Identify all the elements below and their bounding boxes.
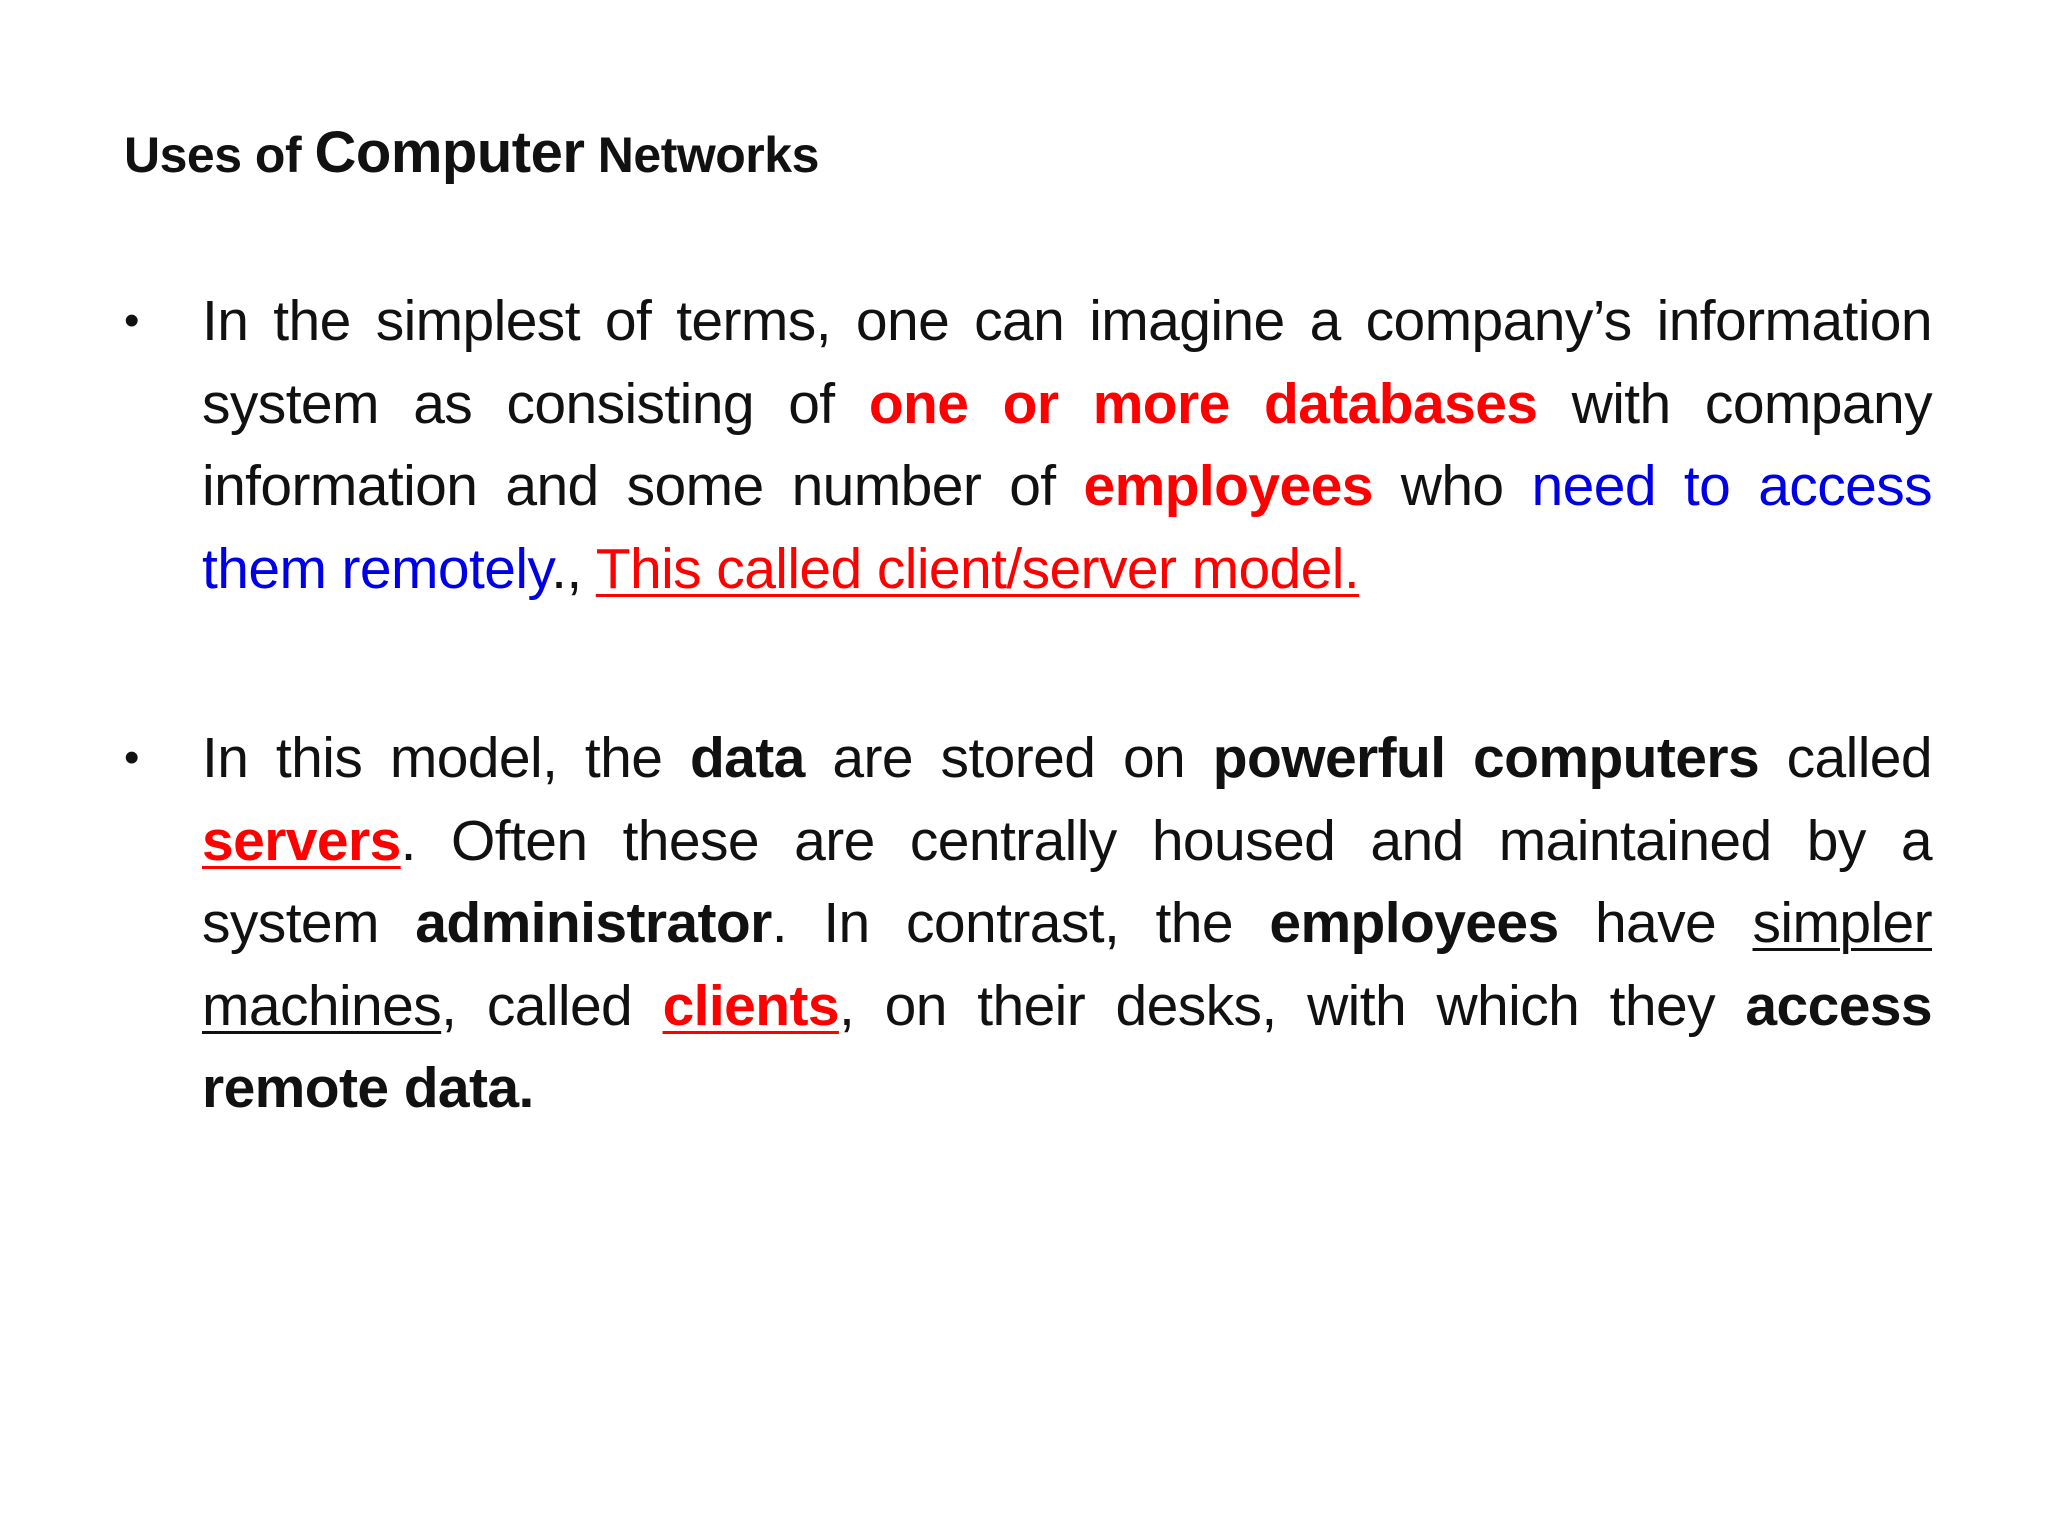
bullet-text: with company information and some number of [202,371,1933,518]
bullet-text: have [1558,891,1753,955]
slide-title [124,118,819,190]
emphasis-employees: employees [1083,454,1373,518]
bullet-dot-icon: • [124,733,139,782]
bullet-text: are stored on [804,726,1213,790]
title-part-uses-of: Uses of [124,127,315,183]
emphasis-data: data [689,726,805,790]
bullet-dot-icon: • [124,296,139,345]
bullet-list [124,280,1932,1130]
bullet-item-servers-clients [124,717,1932,1130]
emphasis-databases: one or more databases [868,371,1538,436]
bullet-text: ., [551,536,596,601]
emphasis-simpler-machines: simpler machines [202,891,1933,1038]
bullet-item-client-server [124,280,1932,610]
bullet-text: called [1759,726,1932,790]
bullet-text: . Often these are centrally housed and maintained by a system [202,808,1932,955]
bullet-text: , on their desks, with which they [838,973,1746,1038]
emphasis-employees: employees [1269,891,1559,955]
client-server-model-link: This called client/server model. [595,536,1360,601]
emphasis-administrator: administrator [415,891,772,955]
bullet-text: In the simplest of terms, one can imagine a company’s information system as consisting of [202,289,1932,436]
bullet-text: . In contrast, the [771,891,1270,955]
bullet-text: In this model, the [202,726,690,790]
bullet-text: , called [441,973,663,1038]
title-part-networks: Networks [584,127,819,183]
emphasis-servers: servers [202,808,401,873]
emphasis-access-remote-data: access remote data. [202,973,1932,1120]
title-part-computer: Computer [314,120,585,185]
emphasis-remote-access: need to access them remotely [202,454,1933,601]
emphasis-clients: clients [662,973,839,1038]
emphasis-powerful-computers: powerful computers [1212,726,1760,790]
bullet-text: who [1372,454,1532,518]
